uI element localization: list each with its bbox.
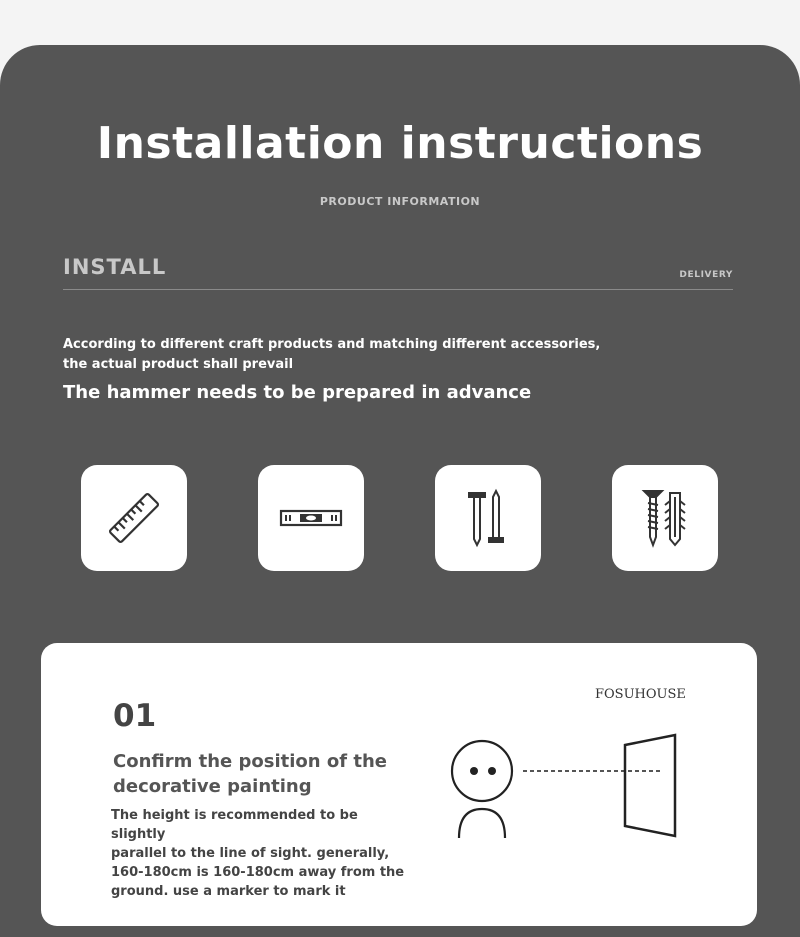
accessories-note-line: According to different craft products and matching different accessories, [63, 337, 601, 352]
tool-tile-nails [435, 465, 541, 571]
section-label: INSTALL [63, 255, 167, 279]
hammer-note: The hammer needs to be prepared in advance [63, 382, 532, 403]
tool-tile-ruler [81, 465, 187, 571]
section-divider [63, 289, 733, 290]
page-title: Installation instructions [96, 118, 704, 169]
step-description-line: ground. use a marker to mark it [111, 884, 346, 899]
step-number: 01 [113, 698, 157, 734]
nails-icon [453, 483, 523, 553]
page-subtitle: PRODUCT INFORMATION [319, 195, 481, 208]
step-description-line: 160-180cm is 160-180cm away from the [111, 865, 405, 880]
step-description [111, 806, 411, 901]
step-card [41, 643, 757, 926]
accessories-note [63, 335, 683, 375]
step-description-line: parallel to the line of sight. generally, [111, 846, 390, 861]
step-description-line: The height is recommended to be slightly [111, 808, 358, 842]
step-title [113, 749, 413, 799]
spirit-level-icon [276, 483, 346, 553]
tool-tile-screw [612, 465, 718, 571]
accessories-note-line: the actual product shall prevail [63, 357, 294, 372]
eye-level-illustration [441, 733, 701, 843]
step-title-line: Confirm the position of the [113, 751, 387, 772]
tool-tile-level [258, 465, 364, 571]
screw-anchor-icon [630, 483, 700, 553]
frame-icon [625, 735, 675, 836]
brand-label: FOSUHOUSE [595, 687, 686, 702]
person-icon [452, 741, 512, 838]
section-right-label: DELIVERY [679, 270, 733, 280]
step-title-line: decorative painting [113, 776, 312, 797]
ruler-icon [99, 483, 169, 553]
